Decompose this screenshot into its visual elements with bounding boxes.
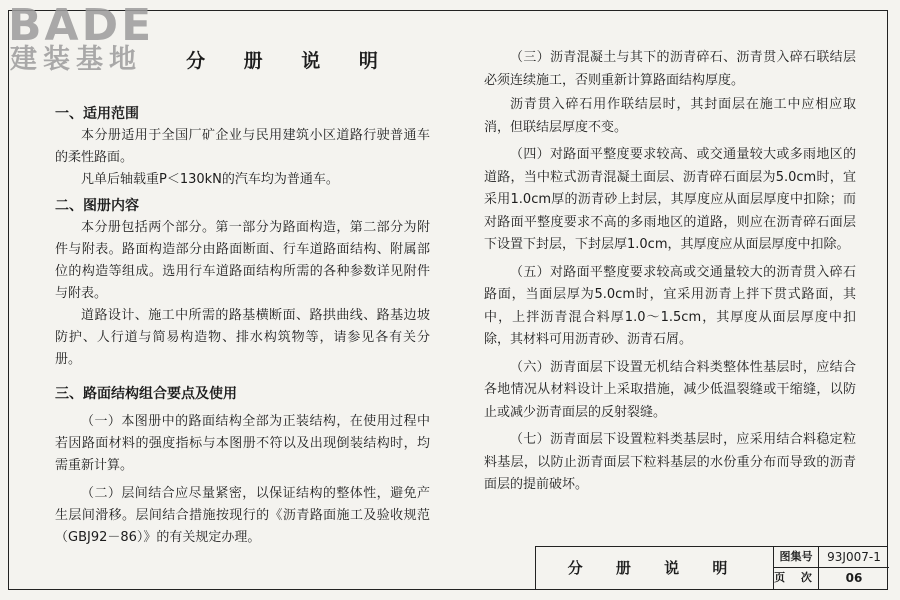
section-heading-scope: 一、适用范围 [55, 106, 139, 122]
watermark-latin: BADE [8, 0, 155, 51]
paragraph: 沥青贯入碎石用作联结层时，其封面层在施工中应相应取消，但联结层厚度不变。 [484, 97, 856, 135]
paragraph: （六）沥青面层下设置无机结合料类整体性基层时，应结合各地情况从材料设计上采取措施，减少低温裂缝或干缩缝，以防止或减少沥青面层的反射裂缝。 [484, 359, 856, 420]
page-number-label: 页 次 [774, 568, 819, 589]
section-heading-contents: 二、图册内容 [55, 198, 139, 214]
atlas-number-label: 图集号 [774, 547, 819, 568]
atlas-number-value: 93J007-1 [819, 547, 889, 568]
paragraph: 道路设计、施工中所需的路基横断面、路拱曲线、路基边坡防护、人行道与简易构造物、排水构筑物等，请参见各有关分册。 [55, 308, 430, 367]
paragraph: （二）层间结合应尽量紧密，以保证结构的整体性，避免产生层间滑移。层间结合措施按现行的《沥青路面施工及验收规范（GBJ92－86）》的有关规定办理。 [55, 486, 430, 545]
page-title: 分 册 说 明 [186, 50, 394, 72]
paragraph: （五）对路面平整度要求较高或交通量较大的沥青贯入碎石路面，当面层厚为5.0cm时，宜采用沥青上拌下贯式路面，其中，上拌沥青混合料厚1.0～1.5cm，其厚度从面层厚度中扣除，其材料可用沥青砂、沥青石屑。 [484, 264, 856, 347]
paragraph: （七）沥青面层下设置粒料类基层时，应采用结合料稳定粒料基层，以防止沥青面层下粒料基层的水份重分布而导致的沥青面层的提前破坏。 [484, 432, 856, 492]
paragraph: 凡单后轴载重P＜130kN的汽车均为普通车。 [81, 172, 339, 187]
right-column [484, 47, 856, 502]
title-block [535, 546, 888, 590]
paragraph: （一）本图册中的路面结构全部为正装结构，在使用过程中若因路面材料的强度指标与本图册不符以及出现倒装结构时，均需重新计算。 [55, 414, 430, 473]
left-column [55, 103, 430, 549]
title-block-name: 分 册 说 明 [536, 547, 774, 589]
page-number-value: 06 [845, 571, 863, 585]
section-heading-structure: 三、路面结构组合要点及使用 [55, 386, 237, 402]
paragraph: （三）沥青混凝土与其下的沥青碎石、沥青贯入碎石联结层必须连续施工，否则重新计算路面结构厚度。 [484, 50, 856, 88]
paragraph: 本分册适用于全国厂矿企业与民用建筑小区道路行驶普通车的柔性路面。 [55, 128, 430, 165]
watermark-chinese: 建装基地 [10, 44, 142, 75]
watermark-logo [8, 2, 168, 82]
paragraph: 本分册包括两个部分。第一部分为路面构造，第二部分为附件与附表。路面构造部分由路面断面、行车道路面结构、附属部位的构造等组成。选用行车道路面结构所需的各种参数详见附件与附表。 [55, 220, 430, 301]
paragraph: （四）对路面平整度要求较高、或交通量较大或多雨地区的道路，当中粒式沥青混凝土面层、沥青碎石面层为5.0cm时，宜采用1.0cm厚的沥青砂上封层，其厚度应从面层厚度中扣除；而对路面平整度要求不高的多雨地区的道路，则应在沥青碎石面层下设置下封层，下封层厚1.0cm，其厚度应从面层厚度中扣除。 [484, 147, 856, 252]
